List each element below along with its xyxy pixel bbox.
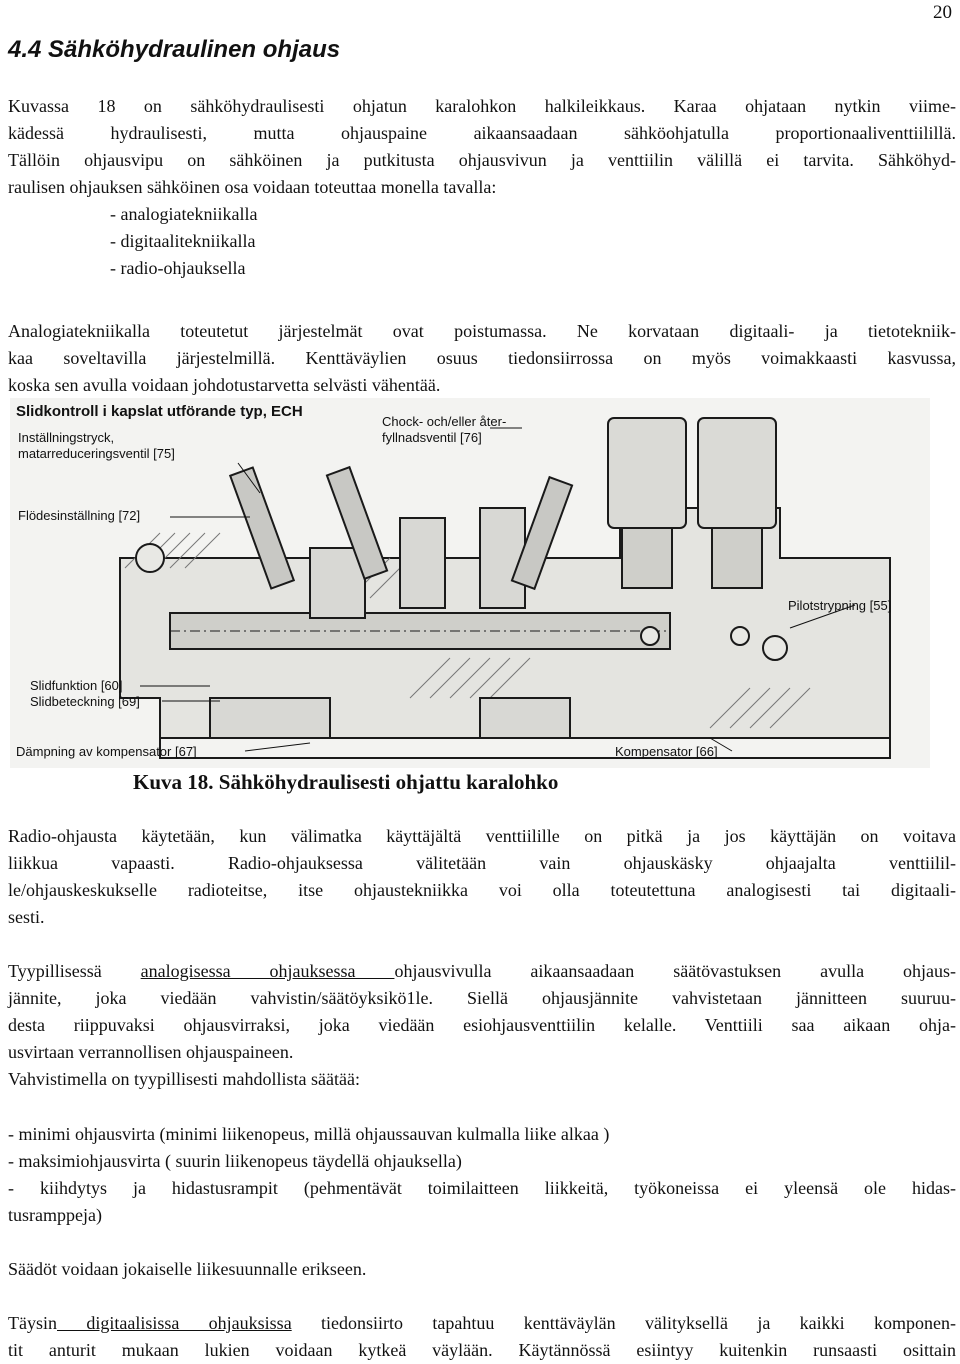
figure-label: Chock- och/eller åter- <box>382 414 507 429</box>
text-line <box>8 1310 956 1337</box>
figure-label: Flödesinställning [72] <box>18 508 141 523</box>
text-line <box>8 958 956 985</box>
settings-list <box>8 1121 956 1229</box>
figure-label: Dämpning av kompensator [67] <box>16 744 197 759</box>
radio-paragraph <box>8 823 956 931</box>
figure-label: Slidfunktion [60] <box>30 678 123 693</box>
analog-paragraph <box>8 318 956 399</box>
text-line: kaa soveltavilla järjestelmillä. Kenttäväylien osuus tiedonsiirrossa on myös voimakkaasti kasvussa, <box>8 348 956 368</box>
text-line: Vahvistimella on tyypillisesti mahdollista säätää: <box>8 1069 360 1089</box>
list-item: - digitaalitekniikalla <box>110 231 256 251</box>
figure-label: Slidbeteckning [69] <box>30 694 140 709</box>
text-fragment: tiedonsiirto tapahtuu kenttäväylän välityksellä ja kaikki komponen- <box>291 1313 956 1333</box>
section-heading: 4.4 Sähköhydraulinen ohjaus <box>8 36 341 63</box>
valve-cross-section-figure <box>10 398 930 768</box>
text-line: desta riippuvaksi ohjausvirraksi, joka viedään esiohjausventtiilin kelalle. Venttiili saa aikaan ohja- <box>8 1015 956 1035</box>
typical-paragraph <box>8 958 956 1093</box>
text-line: jännite, joka viedään vahvistin/säätöyksikö1le. Siellä ohjausjännite vahvistetaan jännitteen suuruu- <box>8 988 956 1008</box>
text-line: kädessä hydraulisesti, mutta ohjauspaine aikaansaadaan sähköohjatulla proportionaaliventtiilillä. <box>8 123 956 143</box>
list-item: - analogiatekniikalla <box>110 204 258 224</box>
analog-link[interactable]: analogisessa ohjauksessa <box>140 961 395 981</box>
intro-paragraph <box>8 93 956 282</box>
digital-link[interactable]: digitaalisissa ohjauksissa <box>57 1313 292 1333</box>
figure-label: Inställningstryck, <box>18 430 115 445</box>
text-line: usvirtaan verrannollisen ohjauspaineen. <box>8 1042 294 1062</box>
figure-label: matarreduceringsventil [75] <box>18 446 175 461</box>
figure-label: fyllnadsventil [76] <box>382 430 482 445</box>
adjust-note: Säädöt voidaan jokaiselle liikesuunnalle erikseen. <box>8 1259 367 1279</box>
list-item: tusramppeja) <box>8 1205 102 1225</box>
list-item: - maksimiohjausvirta ( suurin liikenopeus täydellä ohjauksella) <box>8 1151 462 1171</box>
digital-paragraph <box>8 1310 956 1364</box>
list-item: - kiihdytys ja hidastusrampit (pehmentävät toimilaitteen liikkeitä, työkoneissa ei yleensä ole hidas- <box>8 1178 956 1198</box>
text-line: Tällöin ohjausvipu on sähköinen ja putkitusta ohjausvivun ja venttiilin välillä ei tarvita. Sähköhyd- <box>8 150 956 170</box>
text-fragment: ohjausvivulla aikaansaadaan säätövastuksen avulla ohjaus- <box>394 961 956 981</box>
text-line: tit anturit mukaan lukien voidaan kytkeä väylään. Käytännössä esiintyy kuitenkin runsaasti osittain <box>8 1340 956 1360</box>
text-line: Kuvassa 18 on sähköhydraulisesti ohjatun karalohkon halkileikkaus. Karaa ohjataan nytkin viime- <box>8 96 956 116</box>
text-line: Radio-ohjausta käytetään, kun välimatka käyttäjältä venttiilille on pitkä ja jos käyttäjän on voitava <box>8 826 956 846</box>
page-number: 20 <box>933 2 952 23</box>
text-line: Analogiatekniikalla toteutetut järjestelmät ovat poistumassa. Ne korvataan digitaali- ja tietotekniik- <box>8 321 956 341</box>
figure-title: Slidkontroll i kapslat utförande typ, ECH <box>16 403 303 420</box>
list-item: - minimi ohjausvirta (minimi liikenopeus, millä ohjaussauvan kulmalla liike alkaa ) <box>8 1124 610 1144</box>
figure-caption: Kuva 18. Sähköhydraulisesti ohjattu karalohko <box>133 770 559 794</box>
text-fragment: Täysin <box>8 1313 57 1333</box>
text-line: raulisen ohjauksen sähköinen osa voidaan toteuttaa monella tavalla: <box>8 177 497 197</box>
text-line: koska sen avulla voidaan johdotustarvetta selvästi vähentää. <box>8 375 441 395</box>
text-line: le/ohjauskeskukselle radioteitse, itse ohjaustekniikka voi olla toteutettuna analogisesti tai digitaali- <box>8 880 956 900</box>
figure-label: Kompensator [66] <box>615 744 718 759</box>
text-line: sesti. <box>8 907 45 927</box>
figure-label: Pilotstrypning [55] <box>788 598 892 613</box>
text-line: liikkua vapaasti. Radio-ohjauksessa välitetään vain ohjauskäsky ohjaajalta venttiilil- <box>8 853 956 873</box>
text-fragment: Tyypillisessä <box>8 961 141 981</box>
list-item: - radio-ohjauksella <box>110 258 246 278</box>
